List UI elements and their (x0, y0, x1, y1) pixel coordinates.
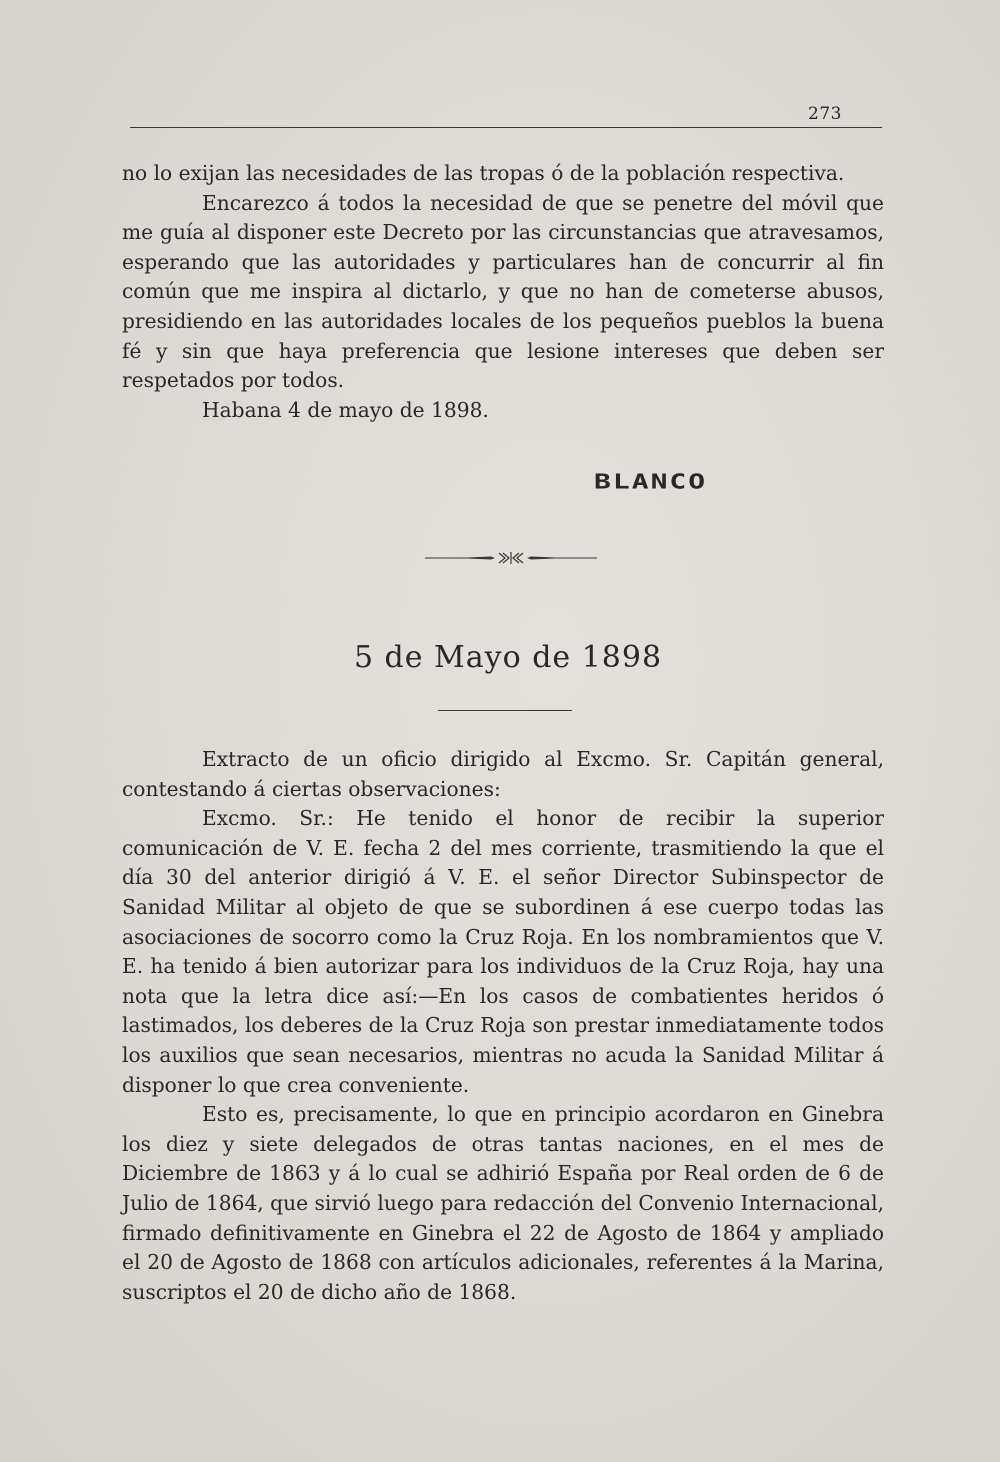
decree-text (122, 159, 884, 425)
paragraph: Esto es, precisamente, lo que en principio acordaron en Ginebra los diez y siete delegados de otras tantas naciones, en el mes de Diciembre de 1863 y á lo cual se adhirió España por Real orden de 6 de Julio de 1864, que sirvió luego para redacción del Convenio Internacional, firmado definitivamente en Ginebra el 22 de Agosto de 1864 y ampliado el 20 de Agosto de 1868 con artículos adicionales, referentes á la Marina, suscriptos el 20 de dicho año de 1868. (122, 1102, 884, 1304)
paragraph: Encarezco á todos la necesidad de que se penetre del móvil que me guía al disponer este Decreto por las circunstancias que atravesamos, esperando que las autoridades y particulares han de concurrir al fin común que me inspira al dictarlo, y que no han de cometerse abusos, presidiendo en las autoridades locales de los pequeños pueblos la buena fé y sin que haya preferencia que lesione intereses que deben ser respetados por todos. (122, 190, 884, 393)
header-rule (130, 127, 882, 128)
section-title: 5 de Mayo de 1898 (353, 640, 663, 675)
ornament-divider (425, 550, 597, 566)
paragraph: no lo exijan las necesidades de las tropas ó de la población respectiva. (122, 161, 845, 185)
signature: BLANCO (594, 470, 708, 494)
paragraph: Extracto de un oficio dirigido al Excmo. Sr. Capitán general, contestando á ciertas observaciones: (122, 747, 884, 801)
paragraph: Excmo. Sr.: He tenido el honor de recibir la superior comunicación de V. E. fecha 2 del mes corriente, trasmitiendo la que el día 30 del anterior dirigió á V. E. el señor Director Subinspector de Sanidad Militar al objeto de que se subordinen á ese cuerpo todas las asociaciones de socorro como la Cruz Roja. En los nombramientos que V. E. ha tenido á bien autorizar para los individuos de la Cruz Roja, hay una nota que la letra dice así:—En los casos de combatientes heridos ó lastimados, los deberes de la Cruz Roja son prestar inmediatamente todos los auxilios que sean necesarios, mientras no acuda la Sanidad Militar á disponer lo que crea conveniente. (122, 806, 884, 1097)
title-rule (438, 710, 572, 711)
page-number: 273 (808, 104, 842, 124)
letter-text (122, 745, 884, 1307)
date-line: Habana 4 de mayo de 1898. (202, 397, 489, 422)
